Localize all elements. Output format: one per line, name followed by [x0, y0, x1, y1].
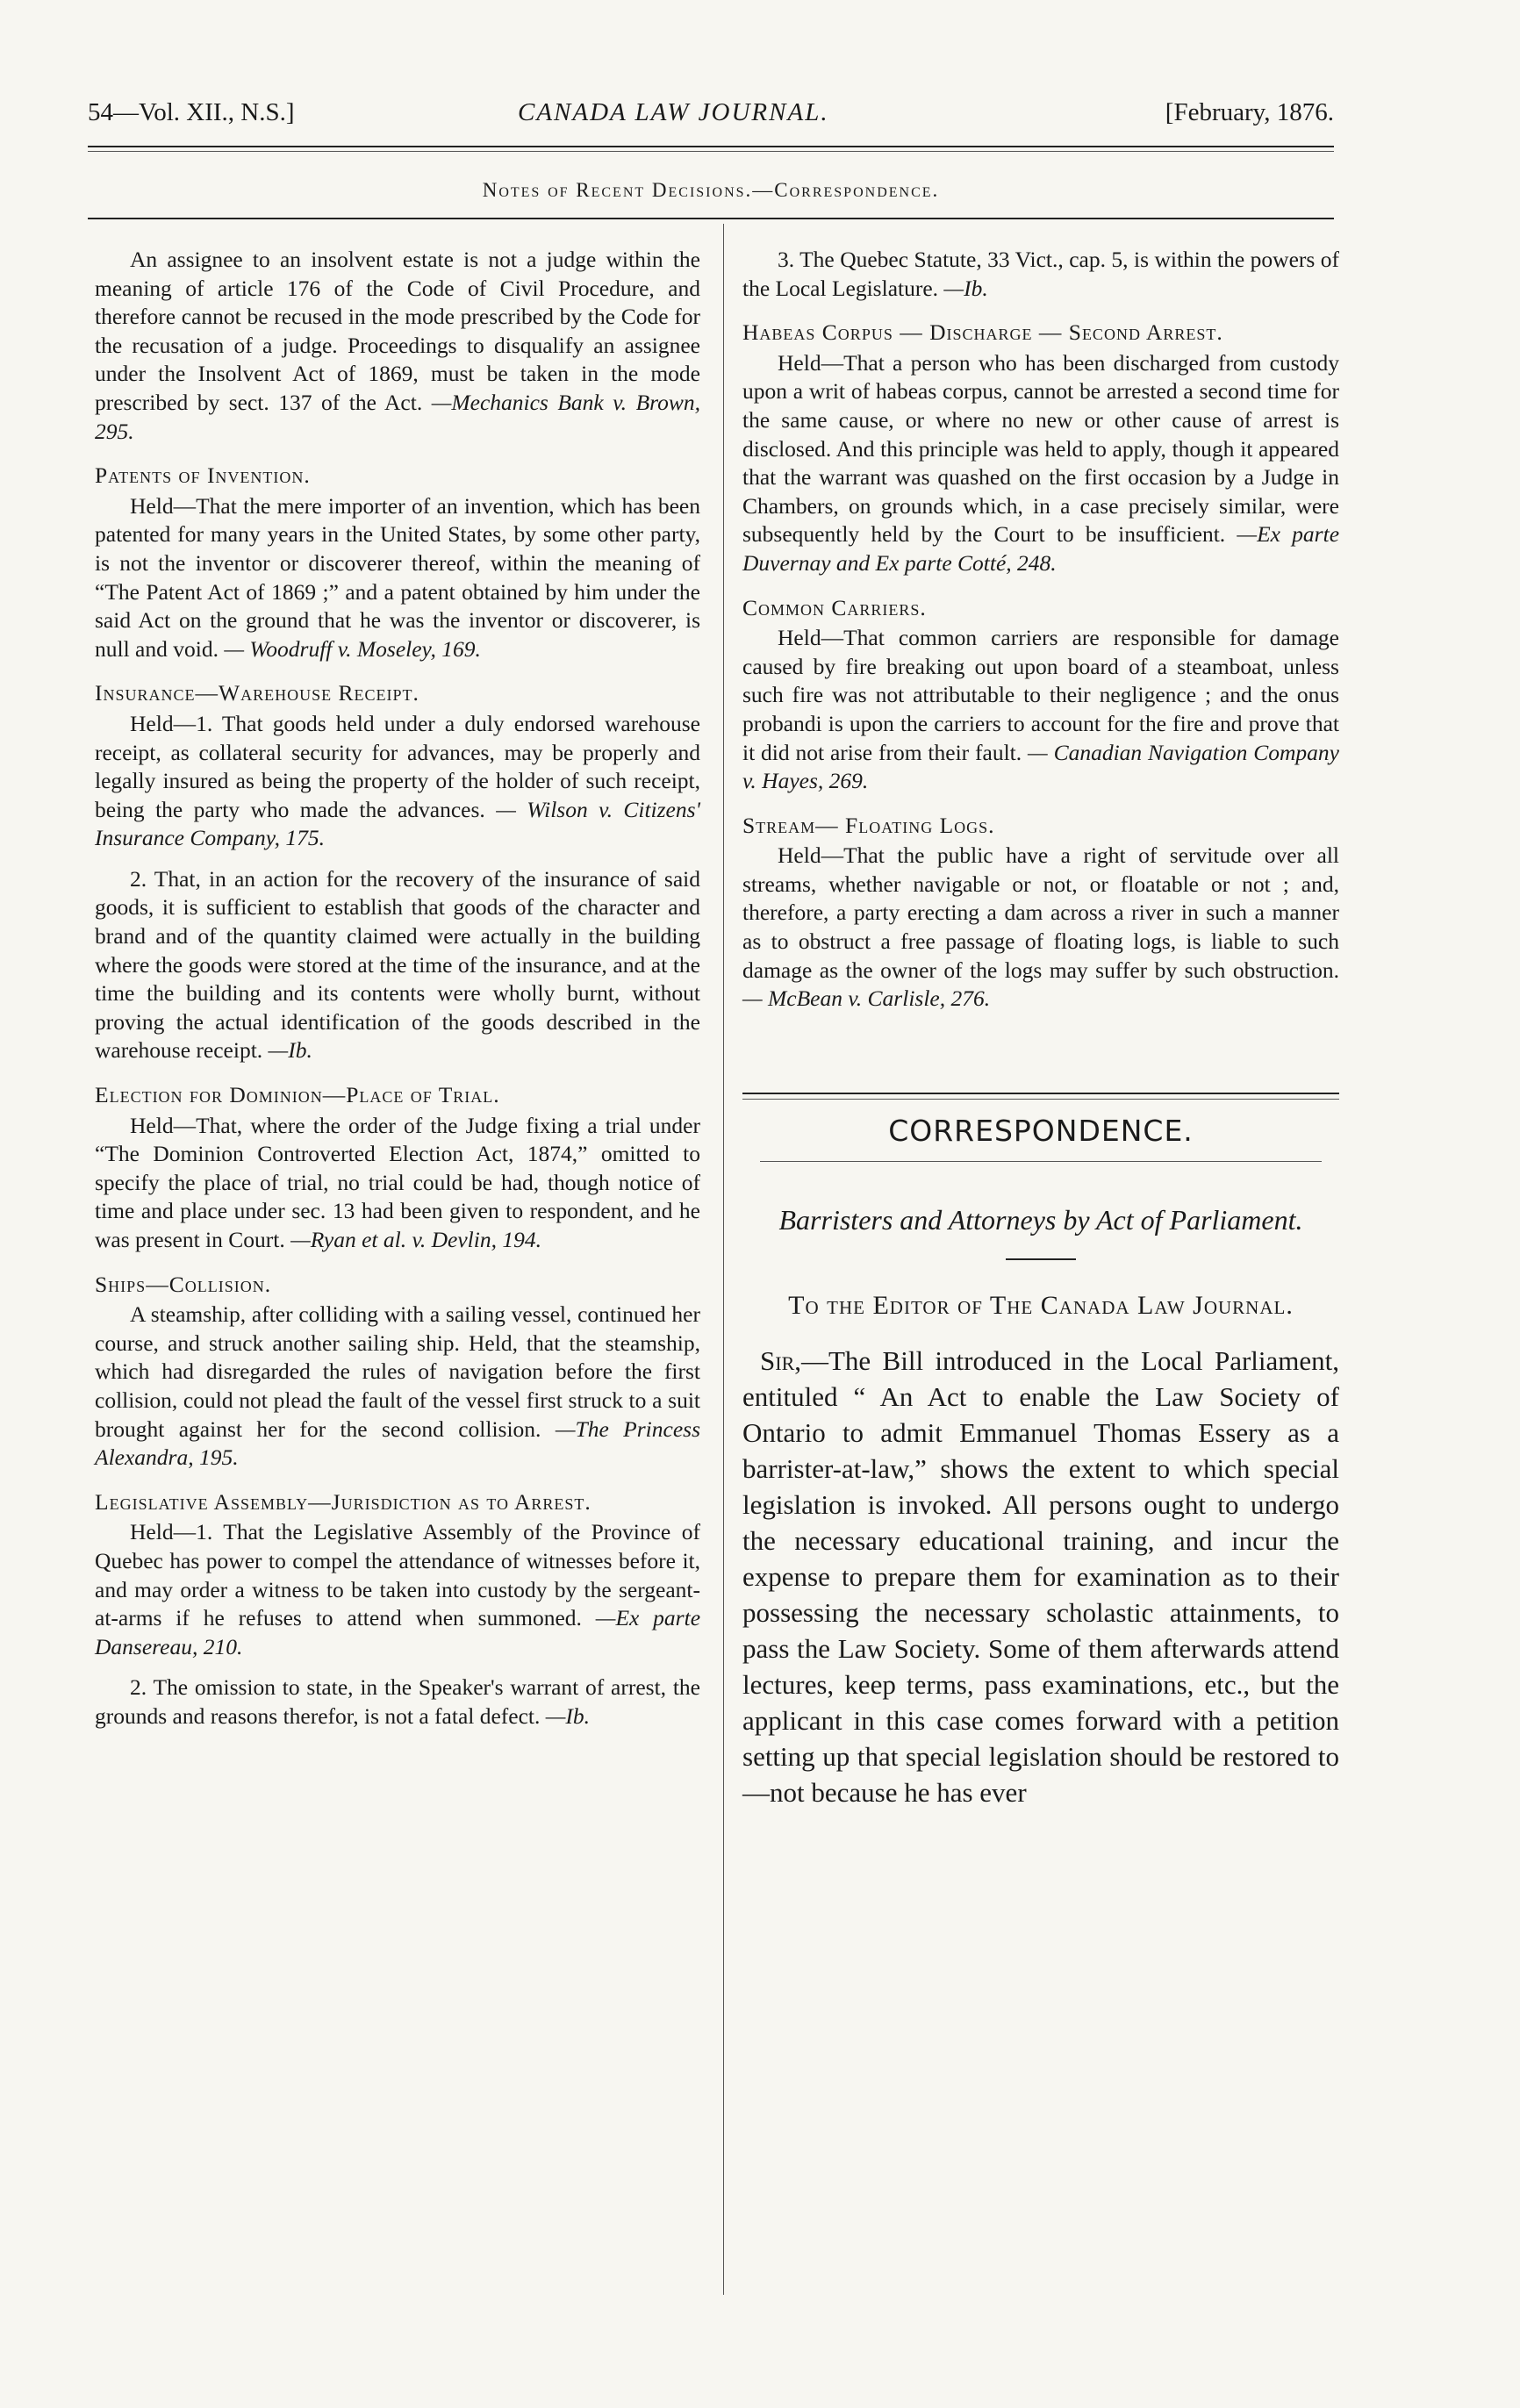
case-citation: — Woodruff v. Moseley, 169. — [224, 635, 481, 662]
decision-text: Held—That a person who has been discharged from custody upon a writ of habeas corpus, cannot be arrested a second time for the same cause, or where no new or other cause of arrest is disclosed. And this principle was held to apply, though it appeared that the warrant was quashed on the first occasion by a Judge in Chambers, on grounds which, in a case precisely similar, were subsequently held by the Court to be insufficient. — [742, 349, 1339, 548]
correspondence-section — [742, 1093, 1339, 1811]
decision-text: Held—That the mere importer of an invention, which has been patented for many years in the United States, by some other party, is not the inventor or discoverer thereof, within the meaning of “The Patent Act of 1869 ;” and a patent obtained by him under the said Act on the ground that he was the inventor or discoverer, is null and void. — [95, 492, 700, 662]
header-rule — [88, 146, 1334, 147]
decision-text: A steamship, after colliding with a sailing vessel, continued her course, and struck another sailing ship. Held, that the steamship, which had disregarded the rules of navigation before the first collision, could not plead the fault of the vessel first struck to a suit brought against her for the second collision. — [95, 1301, 700, 1442]
letter-address: To the Editor of The Canada Law Journal. — [788, 1291, 1294, 1321]
letter-body: —The Bill introduced in the Local Parliament, entituled “ An Act to enable the Law Society of Ontario to admit Emmanuel Thomas Essery as a barrister-at-law,” shows the extent to which special legislation is invoked. All persons ought to undergo the necessary educational training, and incur the expense to prepare them for examination as to their possessing the necessary scholastic attainments, to pass the Law Society. Some of them afterwards attend lectures, keep terms, pass examinations, etc., but the applicant in this case comes forward with a petition setting up that special legislation should be restored to—not because he has ever — [742, 1345, 1339, 1809]
right-column — [742, 246, 1339, 1810]
section-heading: Patents of Invention. — [95, 462, 311, 489]
header-rule-thin — [88, 151, 1334, 152]
left-column — [95, 246, 700, 1744]
letter-salutation: Sir, — [760, 1345, 801, 1377]
case-citation: —Ib. — [268, 1037, 312, 1064]
section-heading: Ships—Collision. — [95, 1271, 272, 1297]
case-citation: — Canadian Navigation Company v. Hayes, 269. — [742, 739, 1339, 794]
correspondence-rule — [742, 1093, 1339, 1094]
section-title: Notes of Recent Decisions.—Correspondence. — [482, 179, 940, 201]
carriers-decision — [742, 624, 1339, 796]
habeas-decision — [742, 349, 1339, 578]
case-citation: — McBean v. Carlisle, 276. — [742, 985, 991, 1012]
subject-rule — [1006, 1258, 1076, 1260]
decision-text: 3. The Quebec Statute, 33 Vict., cap. 5, is within the powers of the Local Legislature. — [742, 247, 1339, 301]
decision-text: Held—1. That goods held under a duly endorsed warehouse receipt, as collateral security for advances, may be properly and legally insured as being the property of the holder of such receipt, being the party who made the advances. — [95, 710, 700, 822]
section-heading: Habeas Corpus — Discharge — Second Arrest. — [742, 319, 1223, 346]
election-decision — [95, 1112, 700, 1255]
correspondence-title: CORRESPONDENCE. — [888, 1113, 1194, 1148]
decision-text: Held—1. That the Legislative Assembly of the Province of Quebec has power to compel the attendance of witnesses before it, and may order a witness to be taken into custody by the sergeant-at-arms if he refuses to attend when summoned. — [95, 1519, 700, 1631]
case-citation: —Ex parte Dansereau, 210. — [95, 1605, 701, 1659]
stream-decision — [742, 842, 1339, 1014]
case-citation: —Ryan et al. v. Devlin, 194. — [290, 1227, 541, 1252]
case-citation: —Ex parte Duvernay and Ex parte Cotté, 248. — [742, 521, 1340, 576]
running-head — [88, 98, 1334, 133]
decision-text: An assignee to an insolvent estate is not a judge within the meaning of article 176 of the Code of Civil Procedure, and therefore cannot be recused in the mode prescribed by the Code for the recusation of a judge. Proceedings to disqualify an assignee under the Insolvent Act of 1869, must be taken in the mode prescribed by sect. 137 of the Act. — [95, 247, 700, 415]
case-citation: —Ib. — [943, 275, 988, 301]
quebec-statute-decision — [742, 246, 1339, 303]
decision-text: Held—That the public have a right of servitude over all streams, whether navigable or not, or floatable or not ; and, therefore, a party erecting a dam across a river in such a manner as to obstruct a free passage of floating logs, is liable to such damage as the owner of the logs may suffer by such obstruction. — [742, 842, 1339, 983]
correspondence-title-rule — [760, 1161, 1322, 1162]
letter-subject: Barristers and Attorneys by Act of Parliament. — [778, 1204, 1303, 1236]
page-number-volume: 54—Vol. XII., N.S.] — [88, 98, 295, 126]
decision-text: Held—That common carriers are responsible for damage caused by fire breaking out upon board of a steamboat, unless such fire was not attributable to their negligence ; and the onus probandi is upon the carriers to account for the fire and prove that it did not arise from their fault. — [742, 625, 1339, 765]
issue-date: [February, 1876. — [1165, 98, 1334, 126]
decision-text: Held—That, where the order of the Judge fixing a trial under “The Dominion Controverted Election Act, 1874,” omitted to specify the place of trial, no trial could be had, though notice of time and place under sec. 13 had been given to respondent, and he was present in Court. — [95, 1112, 700, 1252]
section-rule — [88, 218, 1334, 219]
patents-decision — [95, 492, 700, 664]
section-heading: Legislative Assembly—Jurisdiction as to Arrest. — [95, 1488, 592, 1515]
insurance-decision — [95, 710, 700, 1065]
decision-text: 2. The omission to state, in the Speaker's warrant of arrest, the grounds and reasons therefor, is not a fatal defect. — [95, 1674, 700, 1729]
correspondence-rule-thin — [742, 1099, 1339, 1100]
assignee-decision — [95, 246, 700, 446]
decision-text: 2. That, in an action for the recovery of the insurance of said goods, it is sufficient to establish that goods of the character and brand and of the quantity claimed were actually in the building where the goods were stored at the time of the insurance, and at the time the building and its contents were wholly burnt, without proving the actual identification of the goods described in the warehouse receipt. — [95, 865, 700, 1064]
case-citation: —Ib. — [545, 1702, 591, 1729]
column-divider — [723, 224, 724, 2295]
case-citation: —Mechanics Bank v. Brown, 295. — [95, 389, 701, 444]
case-citation: — Wilson v. Citizens' Insurance Company, 175. — [95, 796, 700, 851]
ships-decision — [95, 1301, 700, 1473]
letter-body-paragraph — [742, 1343, 1339, 1810]
section-heading: Insurance—Warehouse Receipt. — [95, 680, 419, 706]
section-heading: Election for Dominion—Place of Trial. — [95, 1082, 500, 1108]
legislative-decision — [95, 1518, 700, 1731]
section-heading: Common Carriers. — [742, 594, 927, 620]
section-heading: Stream— Floating Logs. — [742, 812, 995, 838]
case-citation: —The Princess Alexandra, 195. — [95, 1415, 700, 1471]
journal-title: CANADA LAW JOURNAL. — [518, 98, 829, 126]
